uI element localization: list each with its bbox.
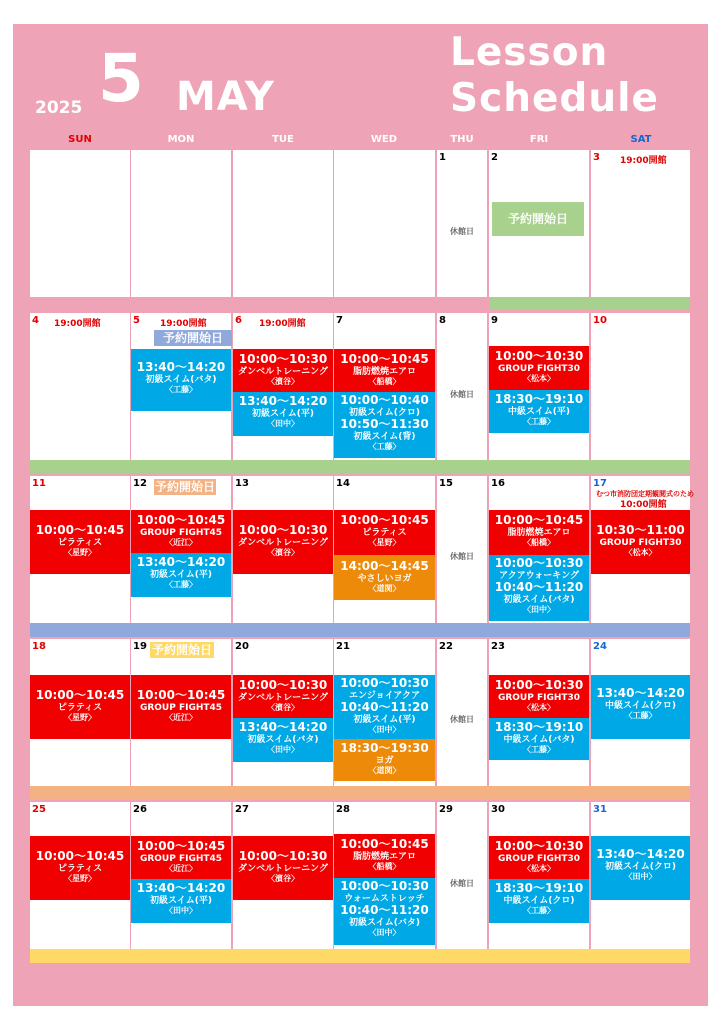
- week5-band: [30, 949, 690, 963]
- lesson-block: 10:00～10:30 GROUP FIGHT30 〈松本〉: [489, 836, 589, 879]
- lesson-block: 10:00～10:45 GROUP FIGHT45 〈近江〉: [131, 675, 231, 739]
- lesson-block: 18:30～19:30 ヨガ 〈道関〉: [334, 739, 435, 781]
- lesson-block: 13:40～14:20 中級スイム(クロ) 〈工藤〉: [591, 675, 690, 739]
- weekday-thu: THU: [450, 134, 474, 145]
- day-number: 21: [336, 641, 350, 652]
- day-number: 7: [336, 315, 343, 326]
- lesson-block: 10:00～10:45 ピラティス 〈星野〉: [30, 510, 130, 574]
- day-cell: [30, 150, 130, 297]
- day-cell: [591, 313, 690, 460]
- lesson-block: 10:00～10:30 GROUP FIGHT30 〈松本〉: [489, 675, 589, 718]
- lesson-block: 10:00～10:40 初級スイム(クロ) 10:50～11:30 初級スイム(背) 〈工藤〉: [334, 392, 435, 458]
- special-open-time: 10:00開館: [620, 500, 667, 510]
- day-number: 15: [439, 478, 453, 489]
- day-cell: [437, 802, 487, 949]
- weekday-sun: SUN: [68, 134, 92, 145]
- lesson-block: 10:00～10:45 ピラティス 〈星野〉: [30, 675, 130, 739]
- week4-band: [30, 786, 690, 800]
- open-time-note: 19:00開館: [259, 319, 306, 329]
- day-cell: [437, 476, 487, 623]
- day-number: 24: [593, 641, 607, 652]
- closed-label: 休館日: [450, 879, 474, 888]
- year-label: 2025: [35, 98, 83, 118]
- day-cell: [131, 150, 231, 297]
- weekday-tue: TUE: [272, 134, 294, 145]
- month-name: MAY: [176, 74, 275, 120]
- lesson-block: 10:00～10:45 脂肪燃焼エアロ 〈船橋〉: [334, 834, 435, 878]
- day-number: 20: [235, 641, 249, 652]
- weekday-fri: FRI: [529, 134, 549, 145]
- day-number: 14: [336, 478, 350, 489]
- day-number: 23: [491, 641, 505, 652]
- lesson-block: 10:00～10:30 GROUP FIGHT30 〈松本〉: [489, 346, 589, 390]
- title-line2: Schedule: [450, 76, 659, 121]
- lesson-block: 10:00～10:30 アクアウォーキング 10:40～11:20 初級スイム(バタ) 〈田中〉: [489, 555, 589, 621]
- lesson-block: 10:00～10:45 GROUP FIGHT45 〈近江〉: [131, 836, 231, 879]
- closed-label: 休館日: [450, 715, 474, 724]
- lesson-block: 10:30～11:00 GROUP FIGHT30 〈松本〉: [591, 510, 690, 574]
- closed-label: 休館日: [450, 552, 474, 561]
- day-cell: [591, 150, 690, 297]
- booking-start-tag: 予約開始日: [151, 643, 212, 657]
- day-number: 19: [133, 641, 147, 652]
- lesson-block: 10:00～10:30 ダンベルトレーニング 〈濱谷〉: [233, 510, 333, 574]
- day-number: 17: [593, 478, 607, 489]
- day-number: 16: [491, 478, 505, 489]
- day-number: 1: [439, 152, 446, 163]
- day-cell: [437, 313, 487, 460]
- day-number: 31: [593, 804, 607, 815]
- lesson-block: 10:00～10:30 エンジョイアクア 10:40～11:20 初級スイム(平) 〈田中〉: [334, 675, 435, 739]
- day-number: 12: [133, 478, 147, 489]
- day-number: 28: [336, 804, 350, 815]
- day-cell: [437, 150, 487, 297]
- lesson-block: 18:30～19:10 中級スイム(バタ) 〈工藤〉: [489, 718, 589, 760]
- lesson-block: 10:00～10:30 ダンベルトレーニング 〈濱谷〉: [233, 836, 333, 900]
- closed-label: 休館日: [450, 227, 474, 236]
- day-number: 9: [491, 315, 498, 326]
- day-number: 8: [439, 315, 446, 326]
- lesson-block: 13:40～14:20 初級スイム(バタ) 〈工藤〉: [131, 349, 231, 411]
- weekday-sat: SAT: [630, 134, 652, 145]
- lesson-block: 10:00～10:45 GROUP FIGHT45 〈近江〉: [131, 510, 231, 553]
- lesson-block: 14:00～14:45 やさしいヨガ 〈道関〉: [334, 555, 435, 600]
- day-number: 22: [439, 641, 453, 652]
- day-cell: [334, 150, 435, 297]
- lesson-block: 10:00～10:30 ダンベルトレーニング 〈濱谷〉: [233, 349, 333, 392]
- open-time-note: 19:00開館: [160, 319, 207, 329]
- lesson-block: 13:40～14:20 初級スイム(バタ) 〈田中〉: [233, 718, 333, 762]
- lesson-block: 10:00～10:45 ピラティス 〈星野〉: [30, 836, 130, 900]
- month-number: 5: [98, 40, 144, 117]
- day-number: 30: [491, 804, 505, 815]
- day-number: 29: [439, 804, 453, 815]
- week2-band: [30, 460, 690, 474]
- booking-start-tag: 予約開始日: [154, 480, 215, 494]
- lesson-block: 13:40～14:20 初級スイム(平) 〈工藤〉: [131, 553, 231, 597]
- day-cell: [30, 313, 130, 460]
- day-number: 26: [133, 804, 147, 815]
- lesson-block: 18:30～19:10 中級スイム(平) 〈工藤〉: [489, 390, 589, 433]
- day-number: 25: [32, 804, 46, 815]
- closed-label: 休館日: [450, 390, 474, 399]
- lesson-block: 13:40～14:20 初級スイム(平) 〈田中〉: [233, 392, 333, 436]
- lesson-block: 10:00～10:30 ダンベルトレーニング 〈濱谷〉: [233, 675, 333, 718]
- booking-start-tag: 予約開始日: [492, 202, 584, 236]
- lesson-block: 10:00～10:45 脂肪燃焼エアロ 〈船橋〉: [489, 510, 589, 555]
- day-number: 10: [593, 315, 607, 326]
- day-number: 18: [32, 641, 46, 652]
- day-number: 27: [235, 804, 249, 815]
- day-number: 5: [133, 315, 140, 326]
- day-number: 6: [235, 315, 242, 326]
- open-time-note: 19:00開館: [620, 156, 667, 166]
- day-number: 11: [32, 478, 46, 489]
- lesson-block: 18:30～19:10 中級スイム(クロ) 〈工藤〉: [489, 879, 589, 923]
- day-number: 3: [593, 152, 600, 163]
- week1-band: [489, 297, 690, 310]
- title-line1: Lesson: [450, 30, 609, 75]
- week3-band: [30, 623, 690, 637]
- booking-start-tag: 予約開始日: [154, 330, 232, 346]
- lesson-block: 10:00～10:45 ピラティス 〈星野〉: [334, 510, 435, 555]
- open-time-note: 19:00開館: [54, 319, 101, 329]
- day-number: 4: [32, 315, 39, 326]
- weekday-mon: MON: [167, 134, 195, 145]
- weekday-wed: WED: [370, 134, 398, 145]
- day-cell: [233, 150, 333, 297]
- day-number: 13: [235, 478, 249, 489]
- day-number: 2: [491, 152, 498, 163]
- lesson-block: 10:00～10:45 脂肪燃焼エアロ 〈船橋〉: [334, 349, 435, 392]
- special-note: むつ市消防団定期観閲式のため: [596, 490, 694, 498]
- lesson-block: 10:00～10:30 ウォームストレッチ 10:40～11:20 初級スイム(バタ) 〈田中〉: [334, 878, 435, 945]
- lesson-block: 13:40～14:20 初級スイム(平) 〈田中〉: [131, 879, 231, 923]
- day-cell: [437, 639, 487, 786]
- lesson-block: 13:40～14:20 初級スイム(クロ) 〈田中〉: [591, 836, 690, 900]
